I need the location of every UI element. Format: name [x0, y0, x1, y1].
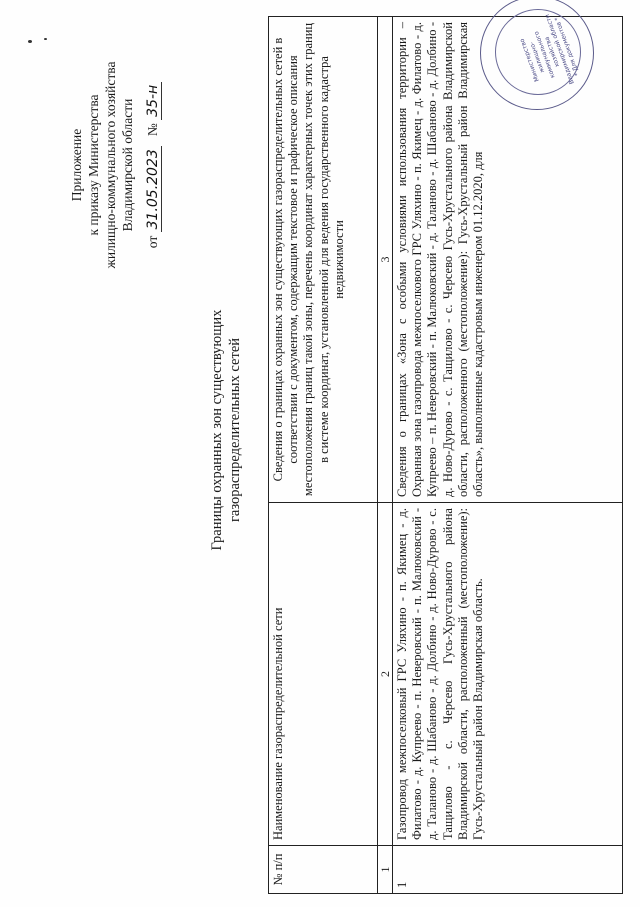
row-info: Сведения о границах «Зона с особыми условиями использования территории – Охранная зона газопровода межпоселкового ГРС Уляхино - п. Якимец - д. Филатово - д. Купреево – п. Неверовский - п. Малюковский - д. Таланово - д. Шабаново - д. Долбино - д. Ново-Дурово - с. Тащилово - с. Черсево Гусь-Хрустального района Владимирской области, расположенного (местоположение): Гусь-Хрустальный район Владимирская область», выполненные кадастровым инженером 01.12.2020, для: [393, 17, 623, 503]
stamp-text: Министерство жилищно-коммунального хозяйства Владимирской области * Для документов *: [518, 13, 582, 85]
appendix-line: Приложение: [69, 128, 84, 202]
appendix-line: Владимирской области: [120, 98, 135, 232]
header-row: [269, 17, 378, 894]
table-row: [393, 17, 623, 894]
header-info: Сведения о границах охранных зон существующих газораспределительных сетей в соответствии с документом, содержащим текстовое и графическое описания местоположения границ такой зоны, перечень координат характерных точек этих границ в системе координат, установленной для ведения государственного кадастра недвижимости: [269, 17, 378, 503]
appendix-line: к приказу Министерства: [86, 94, 101, 236]
appendix-block: [68, 30, 162, 300]
rotated-sheet: [10, 5, 630, 900]
header-num: № п/п: [269, 846, 378, 894]
column-number: 3: [378, 17, 393, 503]
appendix-line: жилищно-коммунального хозяйства: [103, 61, 118, 269]
title-line: газораспределительных сетей: [227, 337, 243, 523]
row-name: Газопровод межпоселковый ГРС Уляхино - п. Якимец - д. Филатово - д. Купреево - п. Неверовский - п. Малюковский - д. Таланово - д. Шабаново - д. Долбино - д. Ново-Дурово - с. Тащилово - с. Черсево Гусь-Хрустального района Владимирской области, расположенный (местоположение): Гусь-Хрустальный район Владимирская область.: [393, 503, 623, 846]
official-stamp: [480, 0, 594, 110]
title-line: Границы охранных зон существующих: [209, 309, 225, 551]
column-number: 1: [378, 846, 393, 894]
order-number: 35-н: [145, 82, 162, 120]
number-label: №: [145, 123, 160, 137]
column-number: 2: [378, 503, 393, 846]
header-name: Наименование газораспределительной сети: [269, 503, 378, 846]
from-label: от: [145, 235, 160, 249]
document-title: [208, 240, 244, 620]
zones-table: [268, 16, 623, 894]
column-number-row: [378, 17, 393, 894]
order-date: 31.05.2023: [145, 146, 162, 232]
row-num: 1: [393, 846, 623, 894]
order-date-number: [144, 30, 162, 300]
